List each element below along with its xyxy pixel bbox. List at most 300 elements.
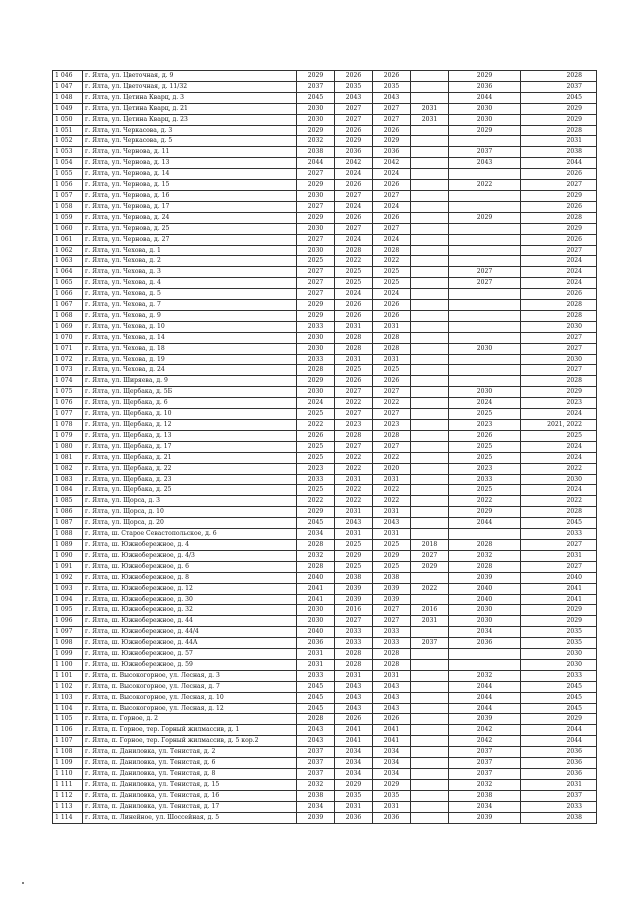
table-row	[53, 365, 597, 376]
year-2-cell: 2016	[335, 605, 373, 616]
year-3-cell: 2029	[373, 550, 411, 561]
row-number-cell: 1 093	[53, 583, 83, 594]
row-number-cell: 1 073	[53, 365, 83, 376]
year-3-cell: 2031	[373, 321, 411, 332]
address-cell: г. Ялта, ул. Чехова, д. 4	[83, 278, 297, 289]
year-4-cell	[411, 420, 449, 431]
address-cell: г. Ялта, ул. Щербака, д. 10	[83, 409, 297, 420]
row-number-cell: 1 048	[53, 92, 83, 103]
year-1-cell: 2022	[297, 420, 335, 431]
year-3-cell: 2043	[373, 692, 411, 703]
year-4-cell	[411, 289, 449, 300]
year-5-cell: 2025	[449, 485, 521, 496]
year-1-cell: 2038	[297, 790, 335, 801]
address-cell: г. Ялта, ул. Чехова, д. 7	[83, 300, 297, 311]
year-1-cell: 2029	[297, 180, 335, 191]
year-6-cell: 2022	[521, 496, 597, 507]
year-2-cell: 2033	[335, 638, 373, 649]
table-row	[53, 71, 597, 82]
year-6-cell: 2041	[521, 594, 597, 605]
year-2-cell: 2026	[335, 180, 373, 191]
year-2-cell: 2029	[335, 136, 373, 147]
table-row	[53, 300, 597, 311]
year-2-cell: 2024	[335, 201, 373, 212]
year-3-cell: 2043	[373, 92, 411, 103]
year-5-cell: 2040	[449, 594, 521, 605]
row-number-cell: 1 103	[53, 692, 83, 703]
year-4-cell: 2031	[411, 103, 449, 114]
year-1-cell: 2033	[297, 354, 335, 365]
year-6-cell: 2033	[521, 529, 597, 540]
year-1-cell: 2031	[297, 649, 335, 660]
year-5-cell: 2030	[449, 343, 521, 354]
year-2-cell: 2024	[335, 289, 373, 300]
year-1-cell: 2029	[297, 300, 335, 311]
year-6-cell: 2029	[521, 605, 597, 616]
table-row	[53, 496, 597, 507]
year-1-cell: 2033	[297, 321, 335, 332]
year-4-cell	[411, 452, 449, 463]
table-row	[53, 801, 597, 812]
year-6-cell: 2037	[521, 81, 597, 92]
year-3-cell: 2026	[373, 71, 411, 82]
year-5-cell: 2023	[449, 420, 521, 431]
year-3-cell: 2041	[373, 736, 411, 747]
year-3-cell: 2029	[373, 136, 411, 147]
address-cell: г. Ялта, п. Горное, д. 2	[83, 714, 297, 725]
year-5-cell: 2040	[449, 583, 521, 594]
row-number-cell: 1 092	[53, 572, 83, 583]
year-2-cell: 2035	[335, 81, 373, 92]
year-5-cell: 2034	[449, 801, 521, 812]
row-number-cell: 1 055	[53, 169, 83, 180]
year-3-cell: 2036	[373, 147, 411, 158]
year-1-cell: 2032	[297, 779, 335, 790]
year-1-cell: 2025	[297, 452, 335, 463]
year-5-cell: 2029	[449, 125, 521, 136]
year-2-cell: 2042	[335, 158, 373, 169]
year-3-cell: 2022	[373, 485, 411, 496]
year-1-cell: 2027	[297, 201, 335, 212]
year-4-cell	[411, 223, 449, 234]
year-3-cell: 2034	[373, 758, 411, 769]
year-3-cell: 2026	[373, 180, 411, 191]
year-1-cell: 2030	[297, 616, 335, 627]
year-3-cell: 2039	[373, 583, 411, 594]
year-1-cell: 2032	[297, 136, 335, 147]
year-1-cell: 2030	[297, 190, 335, 201]
address-cell: г. Ялта, ш. Южнобережное, д. 8	[83, 572, 297, 583]
table-row	[53, 278, 597, 289]
year-5-cell	[449, 659, 521, 670]
year-6-cell: 2035	[521, 638, 597, 649]
year-2-cell: 2034	[335, 758, 373, 769]
table-row	[53, 714, 597, 725]
year-3-cell: 2033	[373, 638, 411, 649]
year-1-cell: 2043	[297, 725, 335, 736]
year-2-cell: 2022	[335, 463, 373, 474]
row-number-cell: 1 105	[53, 714, 83, 725]
year-4-cell	[411, 496, 449, 507]
year-6-cell: 2045	[521, 518, 597, 529]
year-6-cell: 2038	[521, 147, 597, 158]
year-6-cell: 2027	[521, 180, 597, 191]
address-cell: г. Ялта, п. Высокогорное, ул. Лесная, д. 12	[83, 703, 297, 714]
year-2-cell: 2026	[335, 125, 373, 136]
row-number-cell: 1 086	[53, 507, 83, 518]
row-number-cell: 1 081	[53, 452, 83, 463]
year-3-cell: 2025	[373, 365, 411, 376]
table-row	[53, 561, 597, 572]
address-cell: г. Ялта, ул. Щербака, д. 23	[83, 474, 297, 485]
table-row	[53, 583, 597, 594]
year-2-cell: 2031	[335, 474, 373, 485]
year-2-cell: 2027	[335, 387, 373, 398]
table-row	[53, 343, 597, 354]
year-6-cell: 2026	[521, 289, 597, 300]
year-1-cell: 2034	[297, 529, 335, 540]
row-number-cell: 1 087	[53, 518, 83, 529]
year-2-cell: 2028	[335, 659, 373, 670]
year-3-cell: 2026	[373, 300, 411, 311]
year-2-cell: 2038	[335, 572, 373, 583]
row-number-cell: 1 083	[53, 474, 83, 485]
year-3-cell: 2043	[373, 518, 411, 529]
year-6-cell: 2037	[521, 790, 597, 801]
year-2-cell: 2022	[335, 485, 373, 496]
year-6-cell: 2023	[521, 398, 597, 409]
year-3-cell: 2023	[373, 420, 411, 431]
year-5-cell: 2032	[449, 779, 521, 790]
row-number-cell: 1 049	[53, 103, 83, 114]
year-2-cell: 2035	[335, 790, 373, 801]
year-1-cell: 2041	[297, 583, 335, 594]
year-5-cell	[449, 321, 521, 332]
year-3-cell: 2027	[373, 103, 411, 114]
year-2-cell: 2027	[335, 441, 373, 452]
address-cell: г. Ялта, ш. Старое Севастопольское, д. 6	[83, 529, 297, 540]
year-4-cell	[411, 147, 449, 158]
year-1-cell: 2037	[297, 81, 335, 92]
year-6-cell: 2029	[521, 223, 597, 234]
address-cell: г. Ялта, ул. Чернова, д. 14	[83, 169, 297, 180]
row-number-cell: 1 050	[53, 114, 83, 125]
year-1-cell: 2025	[297, 409, 335, 420]
year-5-cell	[449, 529, 521, 540]
year-5-cell: 2037	[449, 147, 521, 158]
year-3-cell: 2031	[373, 670, 411, 681]
address-cell: г. Ялта, п. Линейное, ул. Шоссейная, д. 5	[83, 812, 297, 823]
table-body	[53, 71, 597, 824]
year-3-cell: 2036	[373, 812, 411, 823]
year-5-cell	[449, 223, 521, 234]
year-5-cell: 2044	[449, 518, 521, 529]
year-4-cell	[411, 725, 449, 736]
year-4-cell	[411, 747, 449, 758]
table-row	[53, 180, 597, 191]
year-5-cell	[449, 190, 521, 201]
year-6-cell: 2040	[521, 572, 597, 583]
year-3-cell: 2029	[373, 779, 411, 790]
year-3-cell: 2027	[373, 387, 411, 398]
year-6-cell: 2044	[521, 725, 597, 736]
year-6-cell: 2036	[521, 758, 597, 769]
table-row	[53, 518, 597, 529]
year-4-cell	[411, 201, 449, 212]
year-5-cell: 2027	[449, 267, 521, 278]
row-number-cell: 1 111	[53, 779, 83, 790]
address-cell: г. Ялта, п. Горное, тер. Горный жилмассив, д. 5 кор.2	[83, 736, 297, 747]
year-3-cell: 2028	[373, 430, 411, 441]
year-4-cell: 2037	[411, 638, 449, 649]
table-row	[53, 725, 597, 736]
year-5-cell: 2030	[449, 605, 521, 616]
year-3-cell: 2028	[373, 332, 411, 343]
table-row	[53, 125, 597, 136]
year-5-cell: 2036	[449, 638, 521, 649]
year-6-cell: 2028	[521, 212, 597, 223]
year-6-cell: 2038	[521, 812, 597, 823]
address-cell: г. Ялта, ул. Щорса, д. 3	[83, 496, 297, 507]
row-number-cell: 1 080	[53, 441, 83, 452]
year-4-cell	[411, 507, 449, 518]
year-1-cell: 2026	[297, 430, 335, 441]
year-1-cell: 2027	[297, 289, 335, 300]
year-1-cell: 2037	[297, 758, 335, 769]
year-1-cell: 2024	[297, 398, 335, 409]
year-3-cell: 2024	[373, 201, 411, 212]
year-3-cell: 2028	[373, 245, 411, 256]
year-1-cell: 2029	[297, 125, 335, 136]
year-4-cell	[411, 278, 449, 289]
address-cell: г. Ялта, ул. Чехова, д. 10	[83, 321, 297, 332]
table-row	[53, 692, 597, 703]
row-number-cell: 1 079	[53, 430, 83, 441]
address-cell: г. Ялта, ул. Щербака, д. 13	[83, 430, 297, 441]
year-6-cell: 2036	[521, 747, 597, 758]
table-row	[53, 659, 597, 670]
year-4-cell	[411, 812, 449, 823]
table-row	[53, 409, 597, 420]
address-cell: г. Ялта, ул. Щербака, д. 17	[83, 441, 297, 452]
year-5-cell: 2037	[449, 747, 521, 758]
row-number-cell: 1 101	[53, 670, 83, 681]
year-1-cell: 2029	[297, 71, 335, 82]
address-cell: г. Ялта, ул. Цетина Кварц, д. 23	[83, 114, 297, 125]
year-2-cell: 2033	[335, 627, 373, 638]
row-number-cell: 1 052	[53, 136, 83, 147]
address-cell: г. Ялта, ш. Южнобережное, д. 44	[83, 616, 297, 627]
year-5-cell	[449, 365, 521, 376]
year-5-cell: 2037	[449, 769, 521, 780]
year-4-cell	[411, 594, 449, 605]
row-number-cell: 1 100	[53, 659, 83, 670]
table-row	[53, 539, 597, 550]
year-5-cell: 2044	[449, 681, 521, 692]
table-row	[53, 147, 597, 158]
table-row	[53, 256, 597, 267]
year-4-cell	[411, 136, 449, 147]
table-row	[53, 529, 597, 540]
year-6-cell: 2029	[521, 616, 597, 627]
address-cell: г. Ялта, п. Даниловка, ул. Тенистая, д. 17	[83, 801, 297, 812]
row-number-cell: 1 104	[53, 703, 83, 714]
year-3-cell: 2022	[373, 452, 411, 463]
year-6-cell: 2025	[521, 430, 597, 441]
year-6-cell: 2028	[521, 125, 597, 136]
address-cell: г. Ялта, ш. Южнобережное, д. 44/4	[83, 627, 297, 638]
year-3-cell: 2024	[373, 169, 411, 180]
address-cell: г. Ялта, ул. Чернова, д. 16	[83, 190, 297, 201]
year-5-cell: 2038	[449, 790, 521, 801]
year-4-cell	[411, 234, 449, 245]
year-1-cell: 2028	[297, 714, 335, 725]
address-cell: г. Ялта, ул. Щорса, д. 10	[83, 507, 297, 518]
table-row	[53, 310, 597, 321]
year-1-cell: 2043	[297, 736, 335, 747]
year-5-cell	[449, 300, 521, 311]
year-3-cell: 2027	[373, 190, 411, 201]
year-6-cell: 2022	[521, 463, 597, 474]
row-number-cell: 1 098	[53, 638, 83, 649]
year-2-cell: 2026	[335, 714, 373, 725]
address-cell: г. Ялта, п. Даниловка, ул. Тенистая, д. 15	[83, 779, 297, 790]
year-6-cell: 2024	[521, 409, 597, 420]
year-2-cell: 2029	[335, 779, 373, 790]
year-2-cell: 2031	[335, 354, 373, 365]
year-4-cell	[411, 649, 449, 660]
year-2-cell: 2022	[335, 398, 373, 409]
year-6-cell: 2029	[521, 114, 597, 125]
row-number-cell: 1 054	[53, 158, 83, 169]
row-number-cell: 1 089	[53, 539, 83, 550]
year-4-cell	[411, 769, 449, 780]
year-2-cell: 2027	[335, 223, 373, 234]
table-row	[53, 485, 597, 496]
year-4-cell	[411, 169, 449, 180]
table-row	[53, 616, 597, 627]
table-row	[53, 605, 597, 616]
year-3-cell: 2026	[373, 125, 411, 136]
row-number-cell: 1 046	[53, 71, 83, 82]
year-1-cell: 2044	[297, 158, 335, 169]
address-cell: г. Ялта, ул. Чехова, д. 3	[83, 267, 297, 278]
year-4-cell	[411, 714, 449, 725]
year-4-cell	[411, 430, 449, 441]
year-5-cell: 2028	[449, 561, 521, 572]
year-4-cell	[411, 321, 449, 332]
year-2-cell: 2031	[335, 321, 373, 332]
year-5-cell: 2022	[449, 180, 521, 191]
year-3-cell: 2031	[373, 507, 411, 518]
year-5-cell: 2028	[449, 539, 521, 550]
address-cell: г. Ялта, ул. Чехова, д. 24	[83, 365, 297, 376]
table-row	[53, 376, 597, 387]
table-row	[53, 681, 597, 692]
year-4-cell	[411, 256, 449, 267]
year-5-cell: 2042	[449, 725, 521, 736]
address-cell: г. Ялта, ш. Южнобережное, д. 44А	[83, 638, 297, 649]
year-1-cell: 2045	[297, 692, 335, 703]
year-5-cell: 2044	[449, 692, 521, 703]
year-5-cell: 2037	[449, 758, 521, 769]
year-6-cell: 2045	[521, 92, 597, 103]
year-5-cell	[449, 169, 521, 180]
year-3-cell: 2043	[373, 681, 411, 692]
year-2-cell: 2034	[335, 747, 373, 758]
year-6-cell: 2031	[521, 550, 597, 561]
year-5-cell	[449, 332, 521, 343]
year-2-cell: 2022	[335, 452, 373, 463]
year-2-cell: 2043	[335, 692, 373, 703]
table-row	[53, 114, 597, 125]
year-2-cell: 2027	[335, 114, 373, 125]
table-row	[53, 550, 597, 561]
row-number-cell: 1 109	[53, 758, 83, 769]
year-3-cell: 2031	[373, 529, 411, 540]
year-2-cell: 2027	[335, 409, 373, 420]
year-1-cell: 2030	[297, 223, 335, 234]
housing-table	[52, 70, 597, 824]
year-2-cell: 2028	[335, 245, 373, 256]
year-1-cell: 2030	[297, 103, 335, 114]
year-3-cell: 2020	[373, 463, 411, 474]
year-6-cell: 2024	[521, 452, 597, 463]
year-4-cell	[411, 376, 449, 387]
year-1-cell: 2029	[297, 212, 335, 223]
address-cell: г. Ялта, ул. Чернова, д. 25	[83, 223, 297, 234]
year-1-cell: 2028	[297, 561, 335, 572]
year-4-cell	[411, 758, 449, 769]
year-4-cell	[411, 485, 449, 496]
year-3-cell: 2035	[373, 81, 411, 92]
year-2-cell: 2026	[335, 310, 373, 321]
year-6-cell: 2041	[521, 583, 597, 594]
year-6-cell: 2031	[521, 779, 597, 790]
year-2-cell: 2036	[335, 147, 373, 158]
row-number-cell: 1 113	[53, 801, 83, 812]
table-row	[53, 212, 597, 223]
year-4-cell	[411, 572, 449, 583]
row-number-cell: 1 106	[53, 725, 83, 736]
year-5-cell: 2025	[449, 452, 521, 463]
year-5-cell: 2026	[449, 430, 521, 441]
table-row	[53, 812, 597, 823]
row-number-cell: 1 067	[53, 300, 83, 311]
table-row	[53, 267, 597, 278]
year-2-cell: 2024	[335, 169, 373, 180]
year-1-cell: 2025	[297, 256, 335, 267]
address-cell: г. Ялта, п. Высокогорное, ул. Лесная, д. 10	[83, 692, 297, 703]
year-2-cell: 2023	[335, 420, 373, 431]
row-number-cell: 1 090	[53, 550, 83, 561]
row-number-cell: 1 085	[53, 496, 83, 507]
year-3-cell: 2031	[373, 801, 411, 812]
year-2-cell: 2031	[335, 529, 373, 540]
year-4-cell	[411, 398, 449, 409]
address-cell: г. Ялта, ул. Чернова, д. 27	[83, 234, 297, 245]
table-row	[53, 387, 597, 398]
year-2-cell: 2024	[335, 234, 373, 245]
row-number-cell: 1 074	[53, 376, 83, 387]
table-row	[53, 420, 597, 431]
year-4-cell	[411, 125, 449, 136]
year-4-cell	[411, 267, 449, 278]
year-5-cell: 2029	[449, 212, 521, 223]
year-4-cell: 2022	[411, 583, 449, 594]
row-number-cell: 1 076	[53, 398, 83, 409]
year-6-cell: 2021, 2022	[521, 420, 597, 431]
